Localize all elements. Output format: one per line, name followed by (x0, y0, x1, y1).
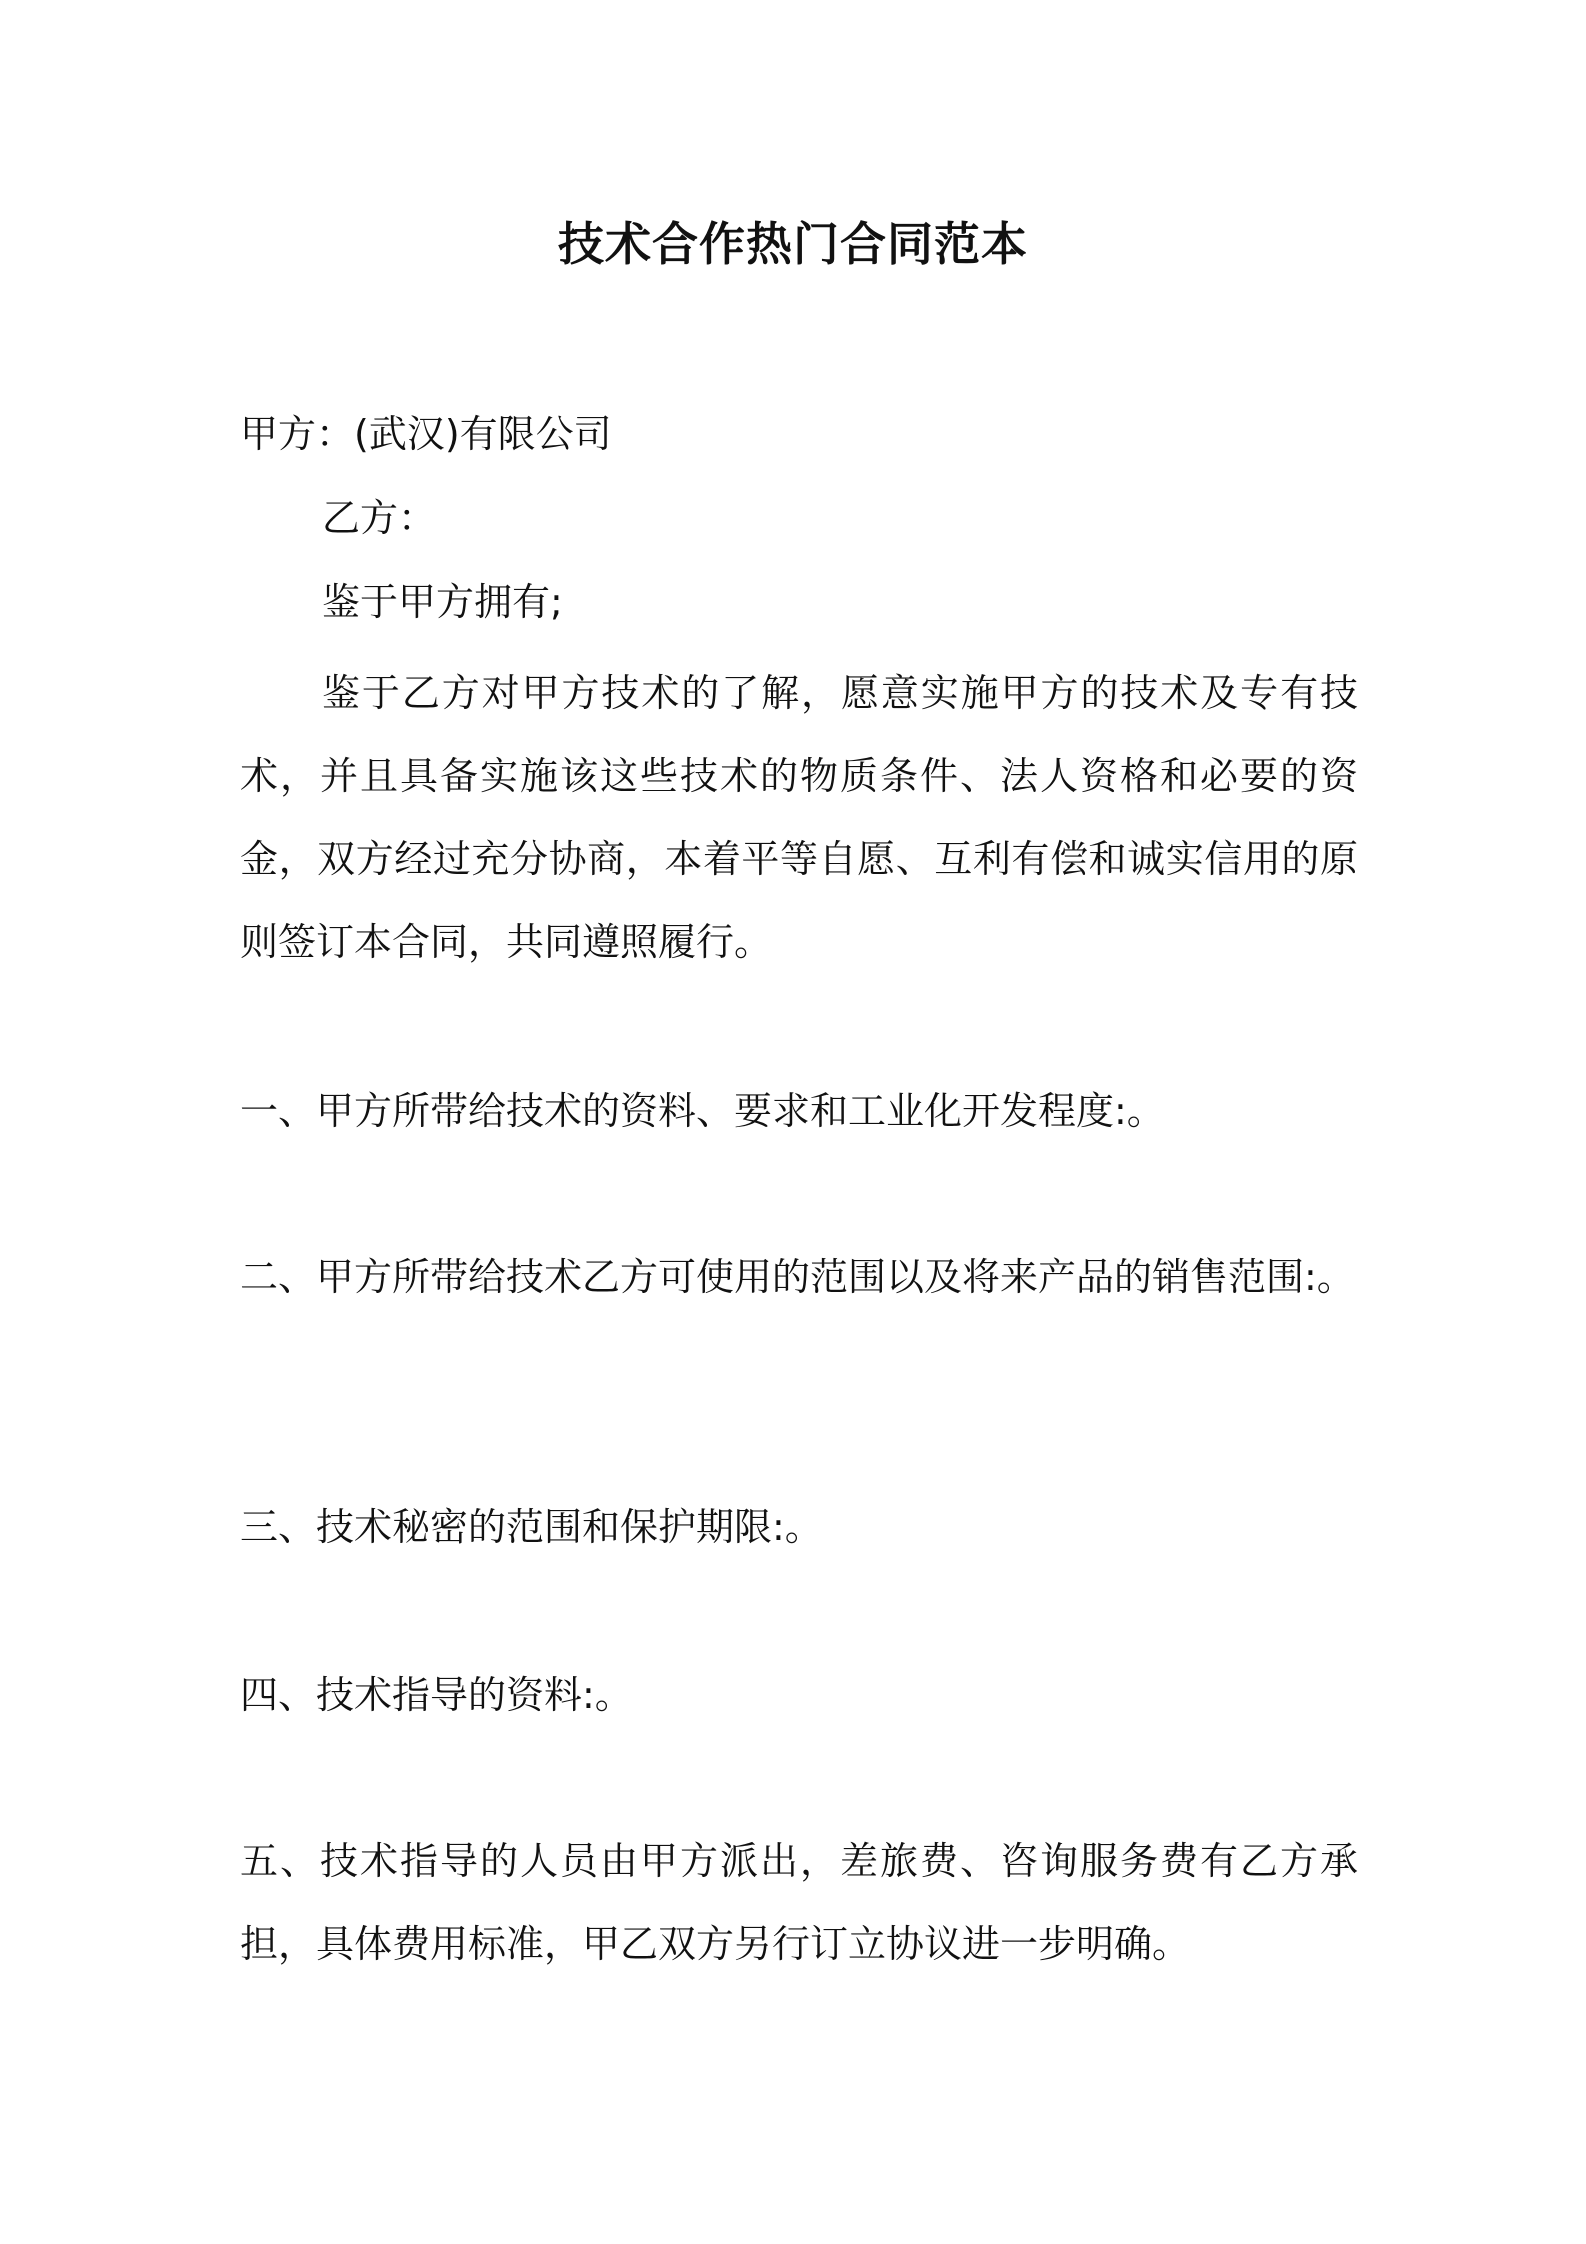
party-b-line: 乙方： (322, 496, 437, 540)
party-a-line: 甲方：(武汉)有限公司 (240, 412, 612, 456)
clause-3: 三、技术秘密的范围和保护期限:。 (240, 1505, 823, 1549)
clause-2: 二、甲方所带给技术乙方可使用的范围以及将来产品的销售范围:。 (240, 1255, 1355, 1299)
document-title: 技术合作热门合同范本 (558, 217, 1028, 271)
clause-4: 四、技术指导的资料:。 (240, 1673, 633, 1717)
whereas-owns: 鉴于甲方拥有; (322, 580, 563, 624)
clause-5: 五、技术指导的人员由甲方派出，差旅费、咨询服务费有乙方承担，具体费用标准，甲乙双方另行订立协议进一步明确。 (240, 1839, 1358, 1966)
clause-1: 一、甲方所带给技术的资料、要求和工业化开发程度:。 (240, 1089, 1165, 1133)
whereas-paragraph: 鉴于乙方对甲方技术的了解，愿意实施甲方的技术及专有技术，并且具备实施该这些技术的物质条件、法人资格和必要的资金，双方经过充分协商，本着平等自愿、互利有偿和诚实信用的原则签订本合同，共同遵照履行。 (240, 671, 1358, 964)
